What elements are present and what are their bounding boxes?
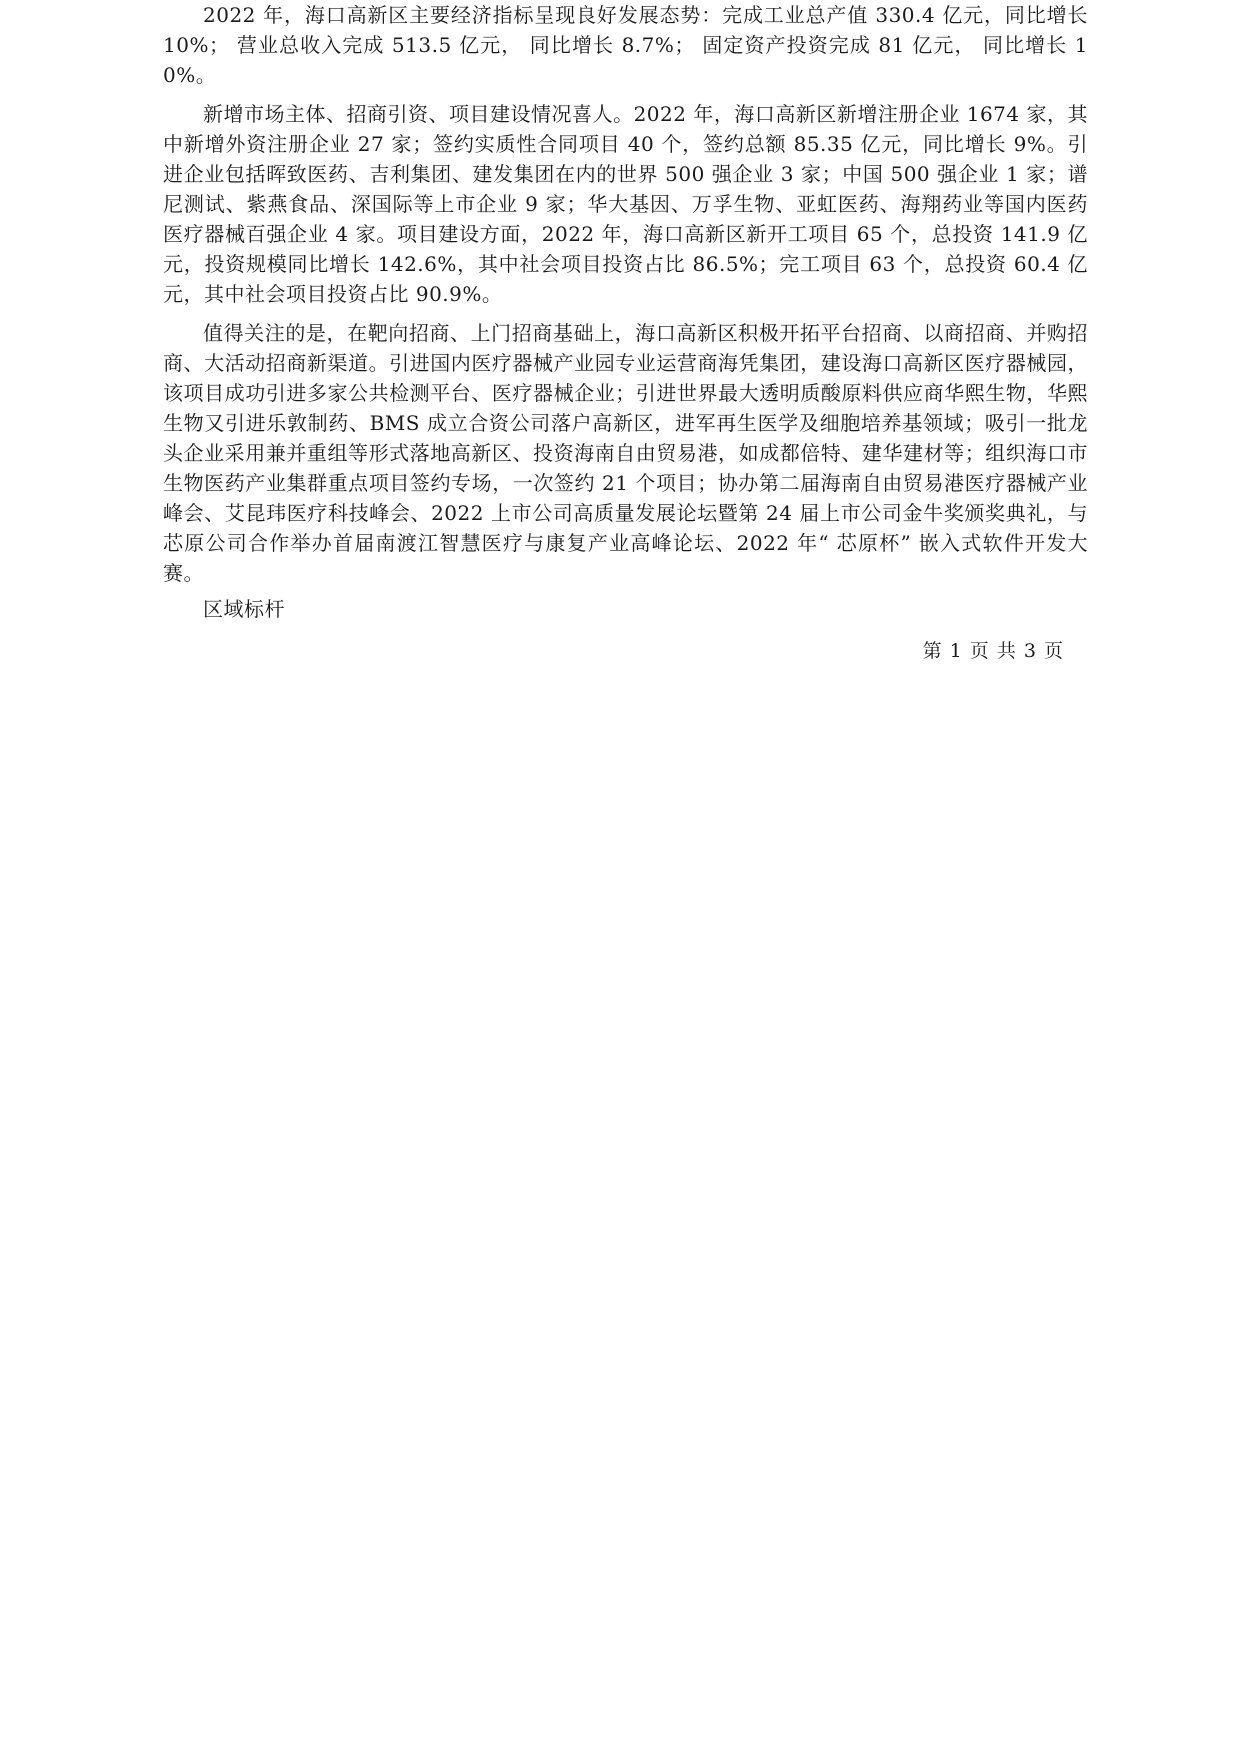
- page-number-footer: 第 1 页 共 3 页: [922, 640, 1064, 662]
- paragraph-market-investment: 新增市场主体、招商引资、项目建设情况喜人。2022 年，海口高新区新增注册企业 1674 家，其中新增外资注册企业 27 家；签约实质性合同项目 40 个，签约总额 85.35 亿元，同比增长 9%。引进企业包括晖致医药、吉利集团、建发集团在内的世界 500 强企业 3 家；中国 500 强企业 1 家；谱尼测试、紫燕食品、深国际等上市企业 9 家；华大基因、万孚生物、亚虹医药、海翔药业等国内医药医疗器械百强企业 4 家。项目建设方面，2022 年，海口高新区新开工项目 65 个，总投资 141.9 亿元，投资规模同比增长 142.6%，其中社会项目投资占比 86.5%；完工项目 63 个，总投资 60.4 亿元，其中社会项目投资占比 90.9%。: [163, 102, 1088, 306]
- paragraph-investment-channels: 值得关注的是，在靶向招商、上门招商基础上，海口高新区积极开拓平台招商、以商招商、并购招商、大活动招商新渠道。引进国内医疗器械产业园专业运营商海凭集团，建设海口高新区医疗器械园，该项目成功引进多家公共检测平台、医疗器械企业；引进世界最大透明质酸原料供应商华熙生物，华熙生物又引进乐敦制药、BMS 成立合资公司落户高新区，进军再生医学及细胞培养基领域；吸引一批龙头企业采用兼并重组等形式落地高新区、投资海南自由贸易港，如成都倍特、建华建材等；组织海口市生物医药产业集群重点项目签约专场，一次签约 21 个项目；协办第二届海南自由贸易港医疗器械产业峰会、艾昆玮医疗科技峰会、2022 上市公司高质量发展论坛暨第 24 届上市公司金牛奖颁奖典礼，与芯原公司合作举办首届南渡江智慧医疗与康复产业高峰论坛、2022 年“ 芯原杯” 嵌入式软件开发大赛。: [163, 321, 1088, 585]
- document-body: [163, 0, 1088, 624]
- section-heading-regional-benchmark: 区域标杆: [203, 597, 285, 621]
- paragraph-economic-indicators: 2022 年，海口高新区主要经济指标呈现良好发展态势：完成工业总产值 330.4 亿元，同比增长 10%； 营业总收入完成 513.5 亿元， 同比增长 8.7%； 固定资产投资完成 81 亿元， 同比增长 10%。: [163, 3, 1088, 87]
